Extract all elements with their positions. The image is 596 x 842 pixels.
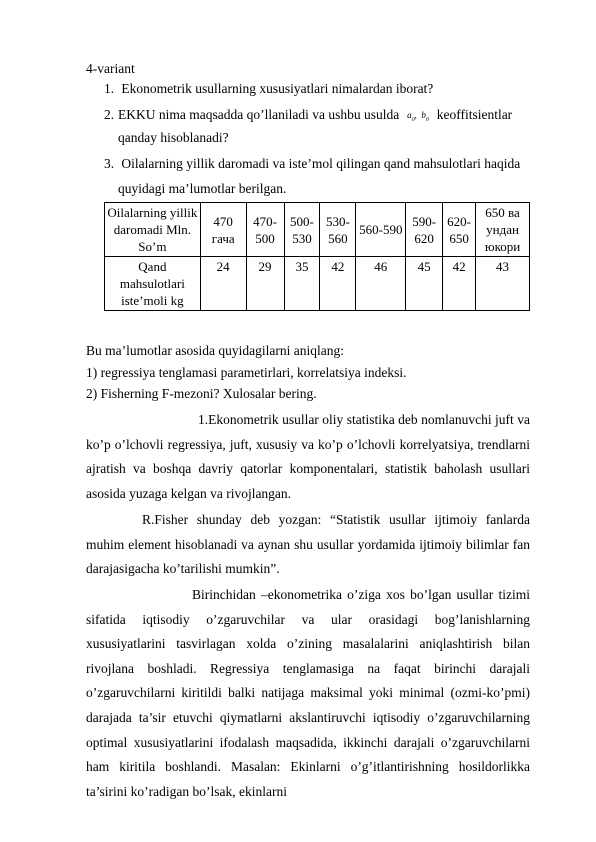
symbol-a0: $a_0$ [407,110,415,123]
question-2 [104,106,512,130]
coefficient-symbols: $a_0$, $b_0$ [407,110,429,123]
question-1-text: Ekonometrik usullarning xususiyatlari nimalardan iborat? [121,81,434,96]
consumption-cell: 46 [356,257,406,311]
row-header-income: Oilalarning yillik daromadi Mln. So’m [105,203,201,257]
variant-title: 4-variant [86,61,135,76]
income-cell: 470 гача [200,203,246,257]
question-1 [104,80,433,98]
question-3-number: 3. [104,156,115,171]
paragraph-1-last: asosida yuzaga kelgan va rivojlangan. [86,485,292,501]
consumption-cell: 35 [284,257,320,311]
table-row-income [105,203,530,257]
data-table [104,202,530,311]
paragraph-1 [86,408,530,506]
income-cell: 620-650 [443,203,476,257]
question-3-text-b: quyidagi ma’lumotlar berilgan. [118,181,287,196]
question-2-number: 2. [104,107,115,122]
question-2-text-c: qanday hisoblanadi? [118,130,229,145]
table-row-consumption [105,257,530,311]
question-2-text-b: keoffitsientlar [436,107,513,122]
question-1-number: 1. [104,81,115,96]
income-cell: 590-620 [406,203,443,257]
paragraph-3: Birinchidan –ekonometrika o’ziga xos bo’lgan usullar tizimi sifatida iqtisodiy o’zgaruvchilar va ular orasidagi bog’lanishlarning xususiyatlarini tasvirlagan xolda o’zining masalalarini aniqlashtirish bilan rivojlana boshladi. Regressiya tenglamasiga na faqat birinchi darajali o’zgaruvchilarni kiritildi balki natijaga maksimal yoki minimal (ozmi-ko’pmi) darajada ta’sir etuvchi qiymatlarni akslantiruvchi iqtisodiy o’zgaruvchilarning optimal xususiyatlarini ifodalash maqsadida, ikkinchi darajali o’zgaruvchilarni ham kiritila boshlandi. Masalan: Ekinlarni o’g’itlantirishning hosildorlikka ta’sirini ko’radigan bo’lsak, ekinlarni [86,587,530,799]
task-item-1: 1) regressiya tenglamasi parametirlari, korrelatsiya indeksi. [86,365,407,380]
task-item-2: 2) Fisherning F-mezoni? Xulosalar bering. [86,386,317,401]
paragraph-1-body: 1.Ekonometrik usullar oliy statistika deb nomlanuvchi juft va ko’p o’lchovli regressiya, juft, xususiy va ko’p o’lchovli korrelyatsiya, trendlarni ajratish va boshqa davriy qatorlar komponentalari, statistik baholash usullari [86,412,530,477]
task-intro: Bu ma’lumotlar asosida quyidagilarni aniqlang: [86,343,344,358]
paragraph-2-last: darajasigacha ko’tarilishi mumkin”. [86,561,280,577]
consumption-cell: 42 [320,257,356,311]
income-cell: 500-530 [284,203,320,257]
income-cell: 470-500 [246,203,284,257]
row-header-consumption: Qand mahsulotlari iste’moli kg [105,257,201,311]
consumption-cell: 29 [246,257,284,311]
income-cell: 650 ва ундан юкори [476,203,530,257]
question-2-text-a: EKKU nima maqsadda qo’llaniladi va ushbu usulda [118,107,400,122]
consumption-cell: 43 [476,257,530,311]
consumption-cell: 45 [406,257,443,311]
consumption-cell: 42 [443,257,476,311]
income-cell: 560-590 [356,203,406,257]
consumption-cell: 24 [200,257,246,311]
question-3-text-a: Oilalarning yillik daromadi va iste’mol qilingan qand mahsulotlari haqida [121,156,521,171]
paragraph-2-body: R.Fisher shunday deb yozgan: “Statistik usullar ijtimoiy fanlarda muhim element hisoblanadi va aynan shu usullar yordamida ijtimoiy bilimlar fan [86,512,530,552]
question-3-continuation [104,180,286,198]
question-3 [104,155,520,173]
question-2-continuation [104,129,229,147]
paragraph-2 [86,508,530,582]
symbol-b0: $b_0$ [421,110,429,123]
income-cell: 530-560 [320,203,356,257]
